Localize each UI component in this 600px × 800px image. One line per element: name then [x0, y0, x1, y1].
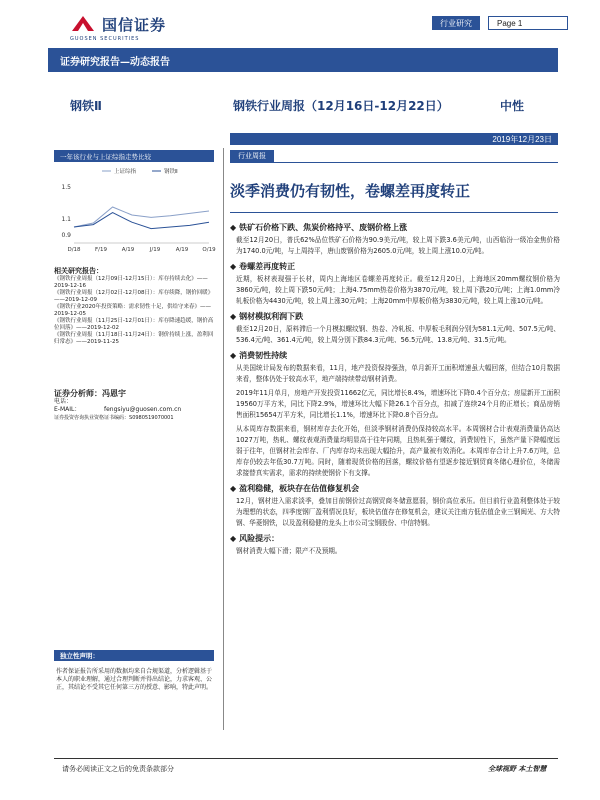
related-title: 相关研究报告： [54, 267, 103, 275]
series-line-2 [74, 213, 209, 229]
sector-name: 钢铁Ⅱ [70, 99, 102, 113]
cert-number: S0980519070001 [129, 415, 174, 421]
bullet-icon: ◆ [230, 262, 237, 271]
related-item[interactable]: 《钢铁行业周报（11月25日-12月01日）：库存降速趋缓，钢价高位回落》——2019-12-02 [54, 318, 214, 331]
tag-underline [230, 162, 558, 163]
disclaimer-header: 独立性声明： [54, 650, 214, 661]
section-profit [230, 311, 560, 346]
logo-subtitle: GUOSEN SECURITIES [70, 36, 140, 42]
related-item[interactable]: 《钢铁行业周报（11月18日-11月24日）：钢价持续上涨，盈利回归常态》——2019-11-25 [54, 332, 214, 345]
y-tick-label: 0.9 [61, 232, 71, 239]
x-tick-label: D/18 [67, 247, 81, 253]
section-para: 从本周库存数据来看，钢材库存去化开始，但淡季钢材消费仍保持较高水平。本周钢材合计表观消费量仍高达1027万吨，热轧、螺纹表观消费量均明显高于往年同期，且热轧强于螺纹，消费韧性下，虽然产量下降幅度远弱于往年，但钢材社会库存、厂内库存均未出现大幅抬升，高产量被有效消化。本周库存合计上升7.6万吨，总库存仍较去年低30.7万吨。同时，随着现货价格的回落，螺纹价格有望逐步接近钢贸商冬储心理价位，冬储需求接替真实需求，需求的持续使钢价下有支撑。 [236, 425, 560, 477]
section-risk [230, 533, 560, 557]
analyst-block [54, 390, 216, 422]
logo [70, 12, 166, 36]
x-tick-label: F/19 [94, 247, 108, 253]
y-tick-label: 1.5 [61, 184, 71, 191]
report-date: 2019年12月23日 [492, 134, 552, 144]
x-tick-label: A/19 [175, 247, 189, 253]
bullet-icon: ◆ [230, 534, 237, 543]
section-iron-ore [230, 222, 560, 257]
x-tick-label: O/19 [202, 247, 216, 253]
analyst-label: 证券分析师： [54, 389, 102, 398]
bullet-icon: ◆ [230, 351, 237, 360]
related-item[interactable]: 《钢铁行业周报（12月09日-12月15日）：库存持续去化》——2019-12-16 [54, 276, 208, 289]
main-content [230, 222, 560, 561]
bullet-icon: ◆ [230, 484, 237, 493]
headline-underline [230, 212, 558, 213]
legend-label: 上证综指 [114, 169, 137, 175]
headline: 淡季消费仍有韧性，卷螺差再度转正 [230, 182, 471, 200]
section-para: 近期，板材表现强于长材，周内上海地区卷螺差再度转正。截至12月20日，上海地区20mm螺纹钢价格为3860元/吨，较上周下跌50元/吨；上海4.75mm热卷价格为3870元/吨，较上周下跌20元/吨；上海1.0mm冷轧板价格为4430元/吨，较上周上涨30元/吨；上海20mm中厚板价格为3830元/吨，较上周上涨10元/吨。 [236, 275, 560, 305]
section-para: 截至12月20日，原料滞后一个月模拟螺纹钢、热卷、冷轧板、中厚板毛利润分别为581.1元/吨、507.5元/吨、536.4元/吨、361.4元/吨，较上周分别下跌84.3元/吨、56.5元/吨、13.8元/吨、31.5元/吨。 [236, 325, 560, 344]
x-tick-label: J/19 [149, 247, 161, 253]
section-title: 铁矿石价格下跌、焦炭价格持平、废钢价格上涨 [239, 223, 408, 232]
chart-header: 一年该行业与上证综指走势比较 [54, 150, 214, 162]
section-spread [230, 261, 560, 307]
related-item[interactable]: 《钢铁行业2020年投资策略：需求韧性十足，供给守来春》——2019-12-05 [54, 304, 211, 317]
bullet-icon: ◆ [230, 312, 237, 321]
section-title: 盈利稳健，板块存在估值修复机会 [239, 484, 360, 493]
report-type: 证券研究报告—动态报告 [60, 56, 170, 68]
section-title: 消费韧性持续 [239, 351, 288, 360]
rating: 中性 [500, 99, 525, 113]
header-tag: 行业研究 [432, 16, 480, 30]
related-list [54, 276, 216, 346]
email-link[interactable]: fengsiyu@guosen.com.cn [104, 406, 182, 413]
x-tick-label: A/19 [121, 247, 135, 253]
section-title: 卷螺差再度转正 [239, 262, 296, 271]
footer-slogan: 全球视野 本土智慧 [488, 765, 547, 773]
section-para: 截至12月20日，普氏62%品位铁矿石价格为90.9美元/吨，较上周下跌3.6美元/吨，山西临汾一级冶金焦价格为1740.0元/吨，与上周持平，唐山废钢价格为2605.0元/吨，较上周上涨10.0元/吨。 [236, 236, 560, 255]
footer-rule [54, 758, 558, 759]
report-title: 钢铁行业周报（12月16日-12月22日） [233, 99, 449, 113]
page-number: Page 1 [488, 16, 568, 30]
column-divider [223, 148, 224, 730]
disclaimer-text: 作者保证报告所采用的数据均来自合规渠道，分析逻辑基于本人的职业理解，通过合理判断并得出结论，力求客观、公正，其结论不受其它任何第三方的授意、影响，特此声明。 [56, 668, 213, 691]
section-valuation [230, 483, 560, 529]
article-tag: 行业周报 [230, 150, 274, 162]
bullet-icon: ◆ [230, 223, 237, 232]
section-title: 钢材模拟利润下跌 [239, 312, 304, 321]
related-item[interactable]: 《钢铁行业周报（12月02日-12月08日）：库存续降，钢价回暖》——2019-12-09 [54, 290, 214, 303]
section-consumption [230, 350, 560, 479]
tel-label: 电话： [54, 398, 73, 405]
section-title: 风险提示： [239, 534, 280, 543]
legend-label: 钢铁Ⅱ [164, 169, 178, 175]
section-para: 12月，钢材进入需求淡季，叠加目前钢价过高钢贸商冬储意愿弱，钢价高位承压。但目前行业盈利整体处于较为理想的状态，四季度钢厂盈利情况良好，板块估值存在修复机会，建议关注南方低估值企业三钢闽光、方大特钢、华菱钢铁，以及盈利稳健的龙头上市公司宝钢股份、中信特钢。 [236, 497, 560, 527]
section-para: 从美国统计局发布的数据来看，11月，地产投资保持强劲，单月新开工面积增速虽大幅回落，但结合10月数据来看，整体仍处于较高水平，地产端持续带动钢材消费。 [236, 364, 560, 383]
cert-label: 证券投资咨询执业资格证书编码： [54, 415, 130, 421]
trend-chart [54, 165, 214, 255]
footer-disclaimer: 请务必阅读正文之后的免责条款部分 [62, 765, 174, 773]
section-para: 2019年11月单月，房地产开发投资11662亿元，同比增长8.4%，增速环比下降0.4个百分点；房屋新开工面积19560万平方米，同比下降2.9%，增速环比大幅下降26.1个百分点，扣减了连续24个月的正增长；商品房销售面积15654万平方米，同比增长1.1%，增速环比下降0.8个百分点。 [236, 389, 560, 419]
email-label: E-MAIL： [54, 406, 81, 413]
y-tick-label: 1.1 [61, 216, 71, 223]
logo-icon [70, 13, 96, 35]
logo-text: 国信证券 [102, 15, 167, 34]
section-para: 钢材消费大幅下滑；限产不及预期。 [236, 547, 342, 555]
analyst-name: 冯恩宇 [102, 389, 126, 398]
